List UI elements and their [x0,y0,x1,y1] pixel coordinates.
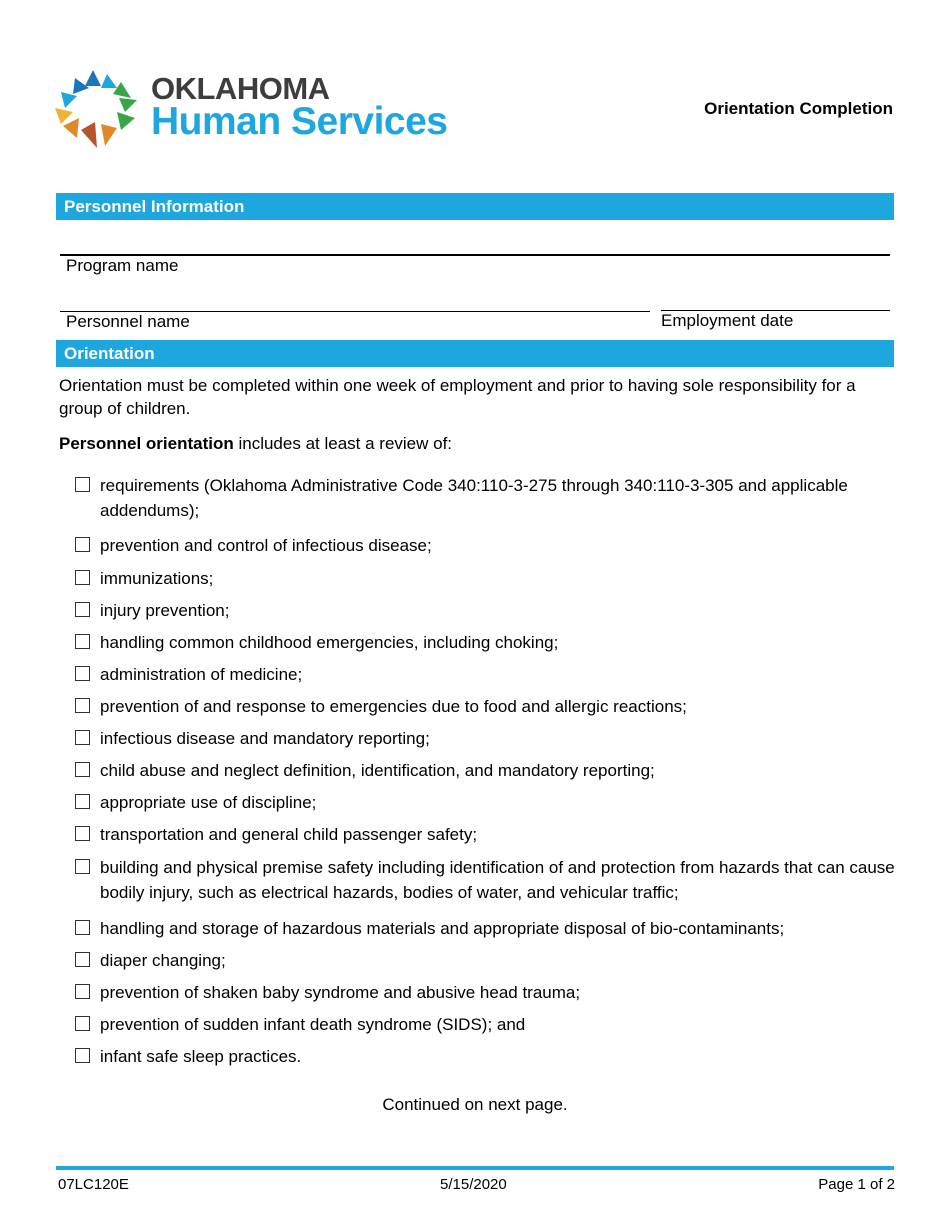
checkbox[interactable] [75,477,90,492]
checklist-item-label: handling and storage of hazardous materials and appropriate disposal of bio-contaminants; [100,919,785,938]
checklist-item[interactable] [75,855,895,905]
checkbox[interactable] [75,730,90,745]
checkbox[interactable] [75,698,90,713]
checkbox[interactable] [75,1016,90,1031]
checkbox[interactable] [75,666,90,681]
footer-form-code: 07LC120E [58,1176,129,1193]
logo-line-oklahoma: OKLAHOMA [151,71,330,106]
checklist-item[interactable] [75,790,895,815]
checklist-item-label: infectious disease and mandatory reporting; [100,729,430,748]
checkbox[interactable] [75,602,90,617]
checklist-item-label: administration of medicine; [100,665,303,684]
checklist-item-label: transportation and general child passenger safety; [100,825,478,844]
checklist-item-label: requirements (Oklahoma Administrative Code 340:110-3-275 through 340:110-3-305 and applicable addendums); [100,476,848,520]
checklist-item-label: child abuse and neglect definition, identification, and mandatory reporting; [100,761,655,780]
employment-date-label: Employment date [661,311,794,330]
checklist-item-label: prevention of sudden infant death syndrome (SIDS); and [100,1015,526,1034]
orientation-lead-bold: Personnel orientation [59,434,234,453]
orientation-lead [59,432,899,455]
footer-divider [56,1166,894,1170]
checklist-item[interactable] [75,980,895,1005]
checklist-item-label: prevention of shaken baby syndrome and abusive head trauma; [100,983,581,1002]
checklist-item[interactable] [75,916,895,941]
program-name-label: Program name [66,256,179,275]
checklist-item[interactable] [75,662,895,687]
orientation-intro: Orientation must be completed within one week of employment and prior to having sole responsibility for a group of children. [59,376,856,418]
checklist-item[interactable] [75,598,895,623]
checkbox[interactable] [75,537,90,552]
checklist-item[interactable] [75,630,895,655]
form-title: Orientation Completion [704,99,893,118]
checklist-item[interactable] [75,726,895,751]
personnel-information-header: Personnel Information [56,193,894,220]
continued-note: Continued on next page. [382,1095,568,1114]
checklist-item[interactable] [75,822,895,847]
agency-logo [55,68,465,154]
checkbox[interactable] [75,984,90,999]
checklist-item-label: prevention of and response to emergencies due to food and allergic reactions; [100,697,687,716]
checkbox[interactable] [75,762,90,777]
checklist-item-label: prevention and control of infectious disease; [100,536,432,555]
checklist-item[interactable] [75,1012,895,1037]
checklist-item[interactable] [75,533,895,558]
checklist-item-label: handling common childhood emergencies, including choking; [100,633,559,652]
checklist-item-label: building and physical premise safety including identification of and protection from hazards that can cause bodily injury, such as electrical hazards, bodies of water, and vehicular traffic; [100,858,895,902]
checklist-item-label: appropriate use of discipline; [100,793,317,812]
checkbox[interactable] [75,952,90,967]
checkbox[interactable] [75,634,90,649]
footer-page-number: Page 1 of 2 [818,1176,895,1193]
logo-star-icon [55,68,145,154]
checklist-item[interactable] [75,566,895,591]
checkbox[interactable] [75,826,90,841]
checklist-item[interactable] [75,948,895,973]
logo-line-human-services: Human Services [151,100,448,143]
checklist-item[interactable] [75,694,895,719]
checkbox[interactable] [75,1048,90,1063]
checkbox[interactable] [75,859,90,874]
checklist-item-label: immunizations; [100,569,214,588]
checklist-item-label: infant safe sleep practices. [100,1047,302,1066]
orientation-header: Orientation [56,340,894,367]
checklist-item[interactable] [75,473,895,523]
checkbox[interactable] [75,794,90,809]
orientation-lead-rest: includes at least a review of: [233,434,453,453]
checklist-item-label: injury prevention; [100,601,230,620]
checkbox[interactable] [75,570,90,585]
program-name-field[interactable] [60,254,890,256]
checklist-item[interactable] [75,758,895,783]
footer-date: 5/15/2020 [440,1176,507,1193]
checklist-item-label: diaper changing; [100,951,226,970]
checkbox[interactable] [75,920,90,935]
checklist-item[interactable] [75,1044,895,1069]
personnel-name-label: Personnel name [66,312,190,331]
